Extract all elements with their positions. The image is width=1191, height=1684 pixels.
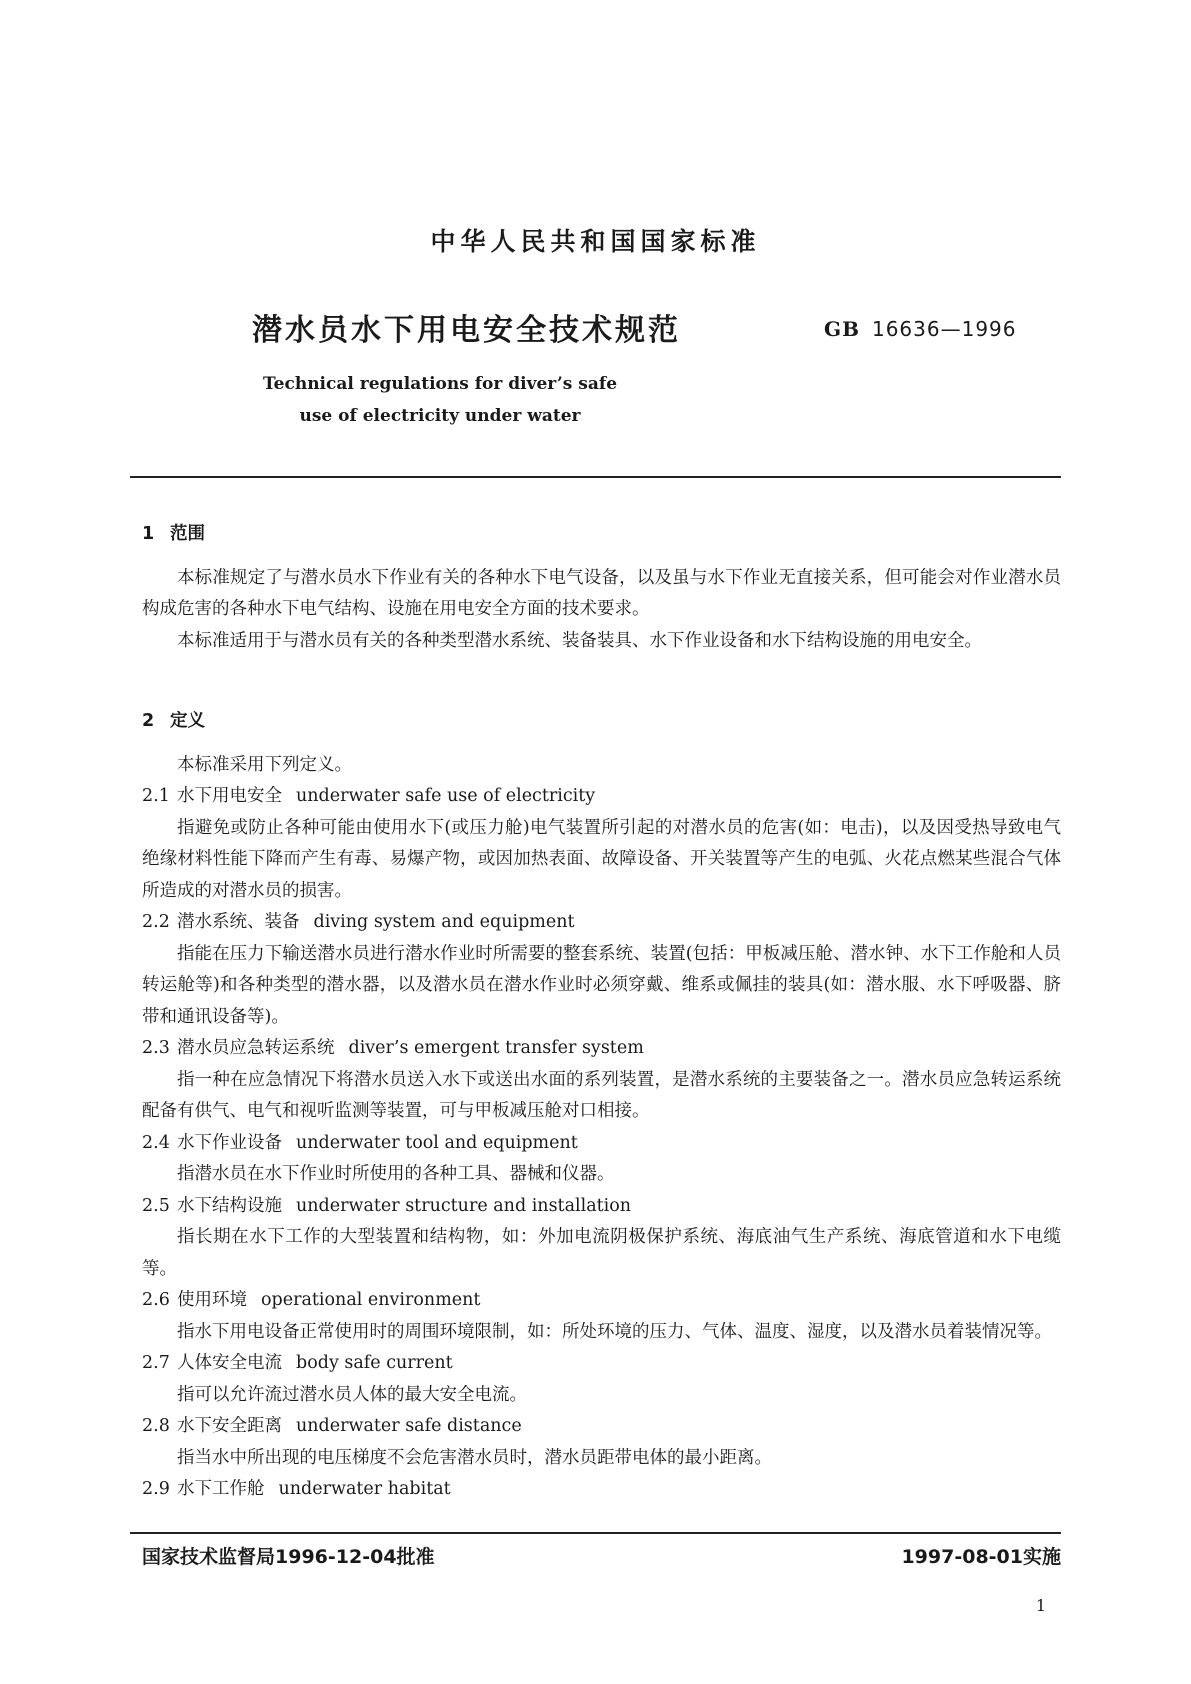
section-title: 定义 — [170, 711, 205, 731]
definition-text: 指水下用电设备正常使用时的周围环境限制，如：所处环境的压力、气体、温度、湿度，以及潜水员着装情况等。 — [177, 1321, 1052, 1342]
standard-type-heading: 中华人民共和国国家标准 — [430, 227, 761, 256]
definition-term: 潜水员应急转运系统 — [177, 1038, 335, 1058]
definition-heading — [142, 1033, 1061, 1065]
footer-divider — [130, 1532, 1061, 1534]
paragraph: 本标准采用下列定义。 — [177, 754, 352, 775]
definition-number: 2.1 — [142, 786, 170, 806]
definition-heading — [142, 1191, 1061, 1223]
section-number: 1 — [142, 524, 155, 544]
definition-heading — [142, 1474, 1061, 1506]
definition-term-en: underwater structure and installation — [296, 1195, 632, 1216]
definition-term-en: diving system and equipment — [313, 912, 575, 932]
definition-term: 水下安全距离 — [177, 1416, 282, 1436]
definition-term-en: underwater safe distance — [296, 1416, 522, 1436]
effective-date: 1997-08-01实施 — [901, 1546, 1061, 1568]
definition-text: 指可以允许流过潜水员人体的最大安全电流。 — [177, 1384, 527, 1405]
definition-number: 2.4 — [142, 1132, 170, 1153]
definition-text: 指潜水员在水下作业时所使用的各种工具、器械和仪器。 — [177, 1164, 615, 1184]
paragraph: 本标准规定了与潜水员水下作业有关的各种水下电气设备，以及虽与水下作业无直接关系，但可能会对作业潜水员构成危害的各种水下电气结构、设施在用电安全方面的技术要求。 — [142, 567, 1061, 619]
definition-term: 水下结构设施 — [177, 1195, 282, 1216]
definition-term-en: operational environment — [261, 1290, 481, 1310]
section-heading — [142, 706, 1061, 738]
paragraph: 本标准适用于与潜水员有关的各种类型潜水系统、装备装具、水下作业设备和水下结构设施的用电安全。 — [177, 630, 982, 651]
standard-title-en-line1: Technical regulations for diver’s safe — [262, 374, 618, 394]
definition-text: 指避免或防止各种可能由使用水下(或压力舱)电气装置所引起的对潜水员的危害(如：电击)，以及因受热导致电气绝缘材料性能下降而产生有毒、易爆产物，或因加热表面、故障设备、开关装置等产生的电弧、火花点燃某些混合气体所造成的对潜水员的损害。 — [142, 817, 1061, 901]
standard-title-en-line2: use of electricity under water — [299, 406, 581, 426]
definition-number: 2.7 — [142, 1353, 170, 1373]
definition-term: 人体安全电流 — [177, 1353, 282, 1373]
definition-term: 使用环境 — [177, 1290, 247, 1310]
definition-heading — [142, 907, 1061, 939]
definition-text: 指长期在水下工作的大型装置和结构物，如：外加电流阴极保护系统、海底油气生产系统、海底管道和水下电缆等。 — [142, 1227, 1061, 1279]
definition-term-en: underwater tool and equipment — [296, 1132, 578, 1153]
definition-heading — [142, 1285, 1061, 1317]
section-heading — [142, 519, 1061, 551]
definition-term: 水下用电安全 — [177, 786, 282, 806]
section-2 — [142, 706, 1061, 1506]
definition-number: 2.9 — [142, 1479, 170, 1499]
definition-heading — [142, 1411, 1061, 1443]
definition-number: 2.6 — [142, 1290, 170, 1310]
definition-term-en: underwater habitat — [278, 1479, 451, 1499]
approval-date: 国家技术监督局1996-12-04批准 — [142, 1546, 435, 1568]
section-title: 范围 — [170, 524, 205, 544]
definition-text: 指当水中所出现的电压梯度不会危害潜水员时，潜水员距带电体的最小距离。 — [177, 1447, 772, 1468]
definition-term-en: diver’s emergent transfer system — [348, 1038, 644, 1058]
definition-heading — [142, 1128, 1061, 1160]
header-divider — [130, 476, 1061, 478]
section-1 — [142, 519, 1061, 657]
definition-text: 指一种在应急情况下将潜水员送入水下或送出水面的系列装置，是潜水系统的主要装备之一。潜水员应急转运系统配备有供气、电气和视听监测等装置，可与甲板减压舱对口相接。 — [142, 1069, 1061, 1121]
definition-heading — [142, 1348, 1061, 1380]
definition-term: 水下工作舱 — [177, 1479, 265, 1499]
section-number: 2 — [142, 711, 155, 731]
standard-title-cn: 潜水员水下用电安全技术规范 — [252, 313, 681, 348]
definition-heading — [142, 781, 1061, 813]
definition-term-en: body safe current — [296, 1353, 453, 1373]
definition-term-en: underwater safe use of electricity — [296, 786, 596, 806]
page-number: 1 — [1035, 1596, 1046, 1615]
definition-term: 潜水系统、装备 — [177, 912, 300, 932]
definition-number: 2.2 — [142, 912, 170, 932]
definition-number: 2.8 — [142, 1416, 170, 1436]
definition-term: 水下作业设备 — [177, 1132, 282, 1153]
standard-code — [824, 317, 1017, 341]
gb-number: 16636—1996 — [871, 317, 1017, 341]
gb-prefix: GB — [824, 317, 860, 341]
definition-number: 2.3 — [142, 1038, 170, 1058]
definition-number: 2.5 — [142, 1195, 170, 1216]
definition-text: 指能在压力下输送潜水员进行潜水作业时所需要的整套系统、装置(包括：甲板减压舱、潜水钟、水下工作舱和人员转运舱等)和各种类型的潜水器，以及潜水员在潜水作业时必须穿戴、维系或佩挂的装具(如：潜水服、水下呼吸器、脐带和通讯设备等)。 — [142, 943, 1061, 1027]
